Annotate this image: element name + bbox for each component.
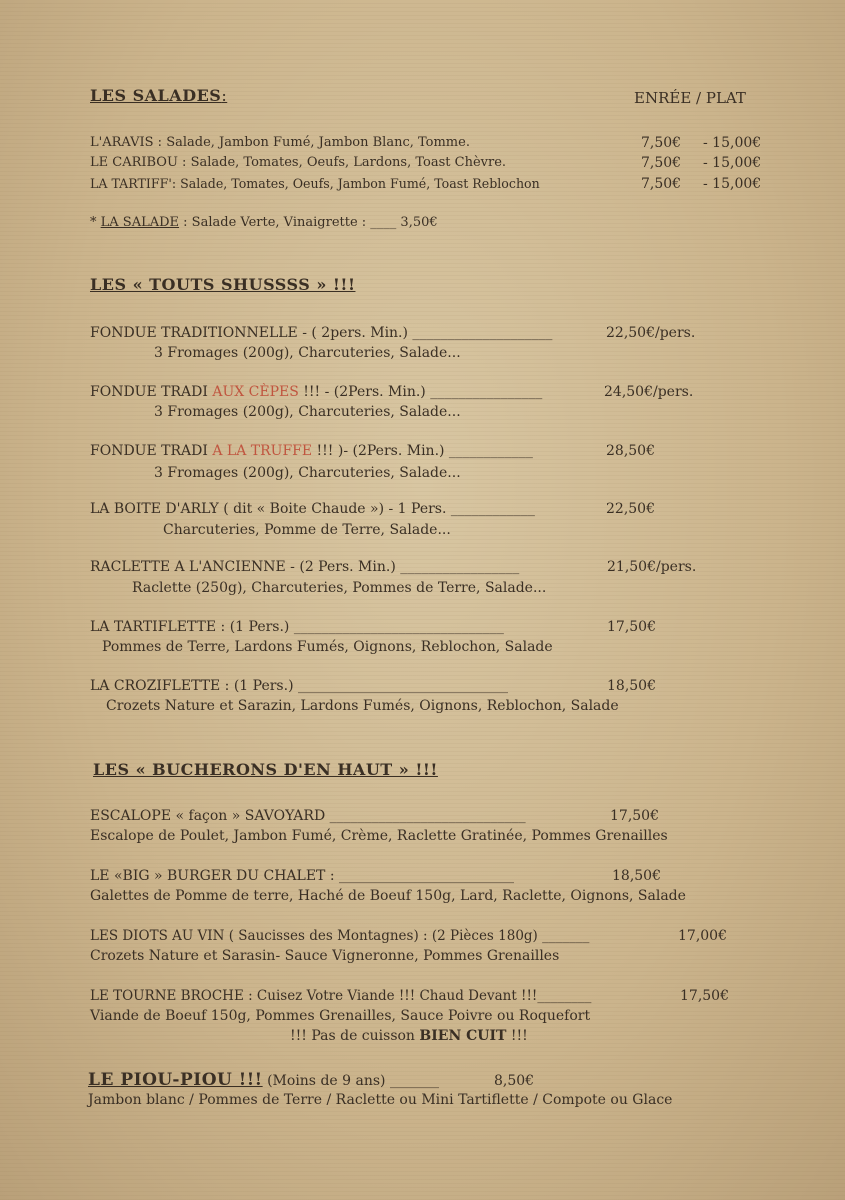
touts-item-desc: 3 Fromages (200g), Charcuteries, Salade... (154, 345, 461, 361)
salade-extra (90, 215, 438, 230)
touts-item-name-text: FONDUE TRADI (90, 443, 213, 459)
touts-item-desc: Crozets Nature et Sarazin, Lardons Fumés, Oignons, Reblochon, Salade (106, 698, 619, 714)
touts-item-name (90, 501, 535, 517)
touts-item-desc: 3 Fromages (200g), Charcuteries, Salade... (154, 465, 461, 481)
salade-item-plat-price: - 15,00€ (703, 135, 762, 151)
salade-item-label: L'ARAVIS : Salade, Jambon Fumé, Jambon Blanc, Tomme. (90, 135, 470, 150)
piou-heading (88, 1070, 439, 1090)
touts-item-price: 22,50€ (606, 501, 655, 517)
bucherons-item-desc: Galettes de Pomme de terre, Haché de Boeuf 150g, Lard, Raclette, Oignons, Salade (90, 888, 686, 904)
bucherons-item-price: 17,00€ (678, 928, 727, 944)
salade-extra-desc: : Salade Verte, Vinaigrette : ____ 3,50€ (183, 215, 438, 230)
salade-extra-name: LA SALADE (100, 215, 180, 230)
bucherons-item-price: 17,50€ (680, 988, 729, 1004)
touts-item-accent: AUX CÈPES (212, 384, 299, 400)
bucherons-item-name: LES DIOTS AU VIN ( Saucisses des Montagnes) : (2 Pièces 180g) _______ (90, 928, 590, 944)
touts-item-desc: Raclette (250g), Charcuteries, Pommes de Terre, Salade... (132, 580, 547, 596)
salade-item-plat-price: - 15,00€ (703, 176, 762, 192)
touts-item-name-text: LA BOITE D'ARLY ( dit « Boite Chaude ») - 1 Pers. ____________ (90, 501, 535, 517)
cuisson-note-after: !!! (506, 1028, 528, 1044)
touts-item-price: 24,50€/pers. (604, 384, 694, 400)
touts-item-accent: A LA TRUFFE (212, 443, 313, 459)
touts-item-desc: 3 Fromages (200g), Charcuteries, Salade... (154, 404, 461, 420)
piou-price: 8,50€ (494, 1073, 535, 1089)
touts-item-name-text: LA CROZIFLETTE : (1 Pers.) ______________________________ (90, 678, 508, 694)
touts-item-name-text: RACLETTE A L'ANCIENNE - (2 Pers. Min.) _________________ (90, 559, 520, 575)
touts-item-name (90, 325, 552, 341)
salades-title-colon: : (221, 86, 228, 105)
salade-extra-star: * (90, 215, 97, 230)
touts-item-desc: Charcuteries, Pomme de Terre, Salade... (163, 522, 451, 538)
touts-item-name-text: FONDUE TRADITIONNELLE - ( 2pers. Min.) ____________________ (90, 325, 553, 341)
touts-title: LES « TOUTS SHUSSSS » !!! (90, 275, 356, 294)
touts-item-name-after: !!! )- (2Pers. Min.) ____________ (312, 443, 533, 459)
cuisson-note (290, 1028, 528, 1044)
touts-item-name-text: FONDUE TRADI (90, 384, 213, 400)
touts-item-desc: Pommes de Terre, Lardons Fumés, Oignons, Reblochon, Salade (102, 639, 553, 655)
touts-item-price: 28,50€ (606, 443, 655, 459)
salade-item-entree-price: 7,50€ (641, 135, 682, 151)
cuisson-note-before: !!! Pas de cuisson (290, 1028, 420, 1044)
touts-item-price: 22,50€/pers. (606, 325, 696, 341)
piou-subtitle: (Moins de 9 ans) _______ (262, 1073, 439, 1089)
touts-item-name (90, 559, 519, 575)
cuisson-note-bold: BIEN CUIT (419, 1028, 507, 1044)
touts-item-name (90, 384, 542, 400)
bucherons-item-price: 17,50€ (610, 808, 659, 824)
bucherons-item-desc: Viande de Boeuf 150g, Pommes Grenailles, Sauce Poivre ou Roquefort (90, 1008, 591, 1024)
salade-item-label: LA TARTIFF': Salade, Tomates, Oeufs, Jambon Fumé, Toast Reblochon (90, 176, 540, 191)
bucherons-item-name: ESCALOPE « façon » SAVOYARD ____________________________ (90, 808, 526, 824)
bucherons-title: LES « BUCHERONS D'EN HAUT » !!! (93, 760, 438, 779)
salade-item-label: LE CARIBOU : Salade, Tomates, Oeufs, Lardons, Toast Chèvre. (90, 155, 507, 170)
bucherons-item-name: LE «BIG » BURGER DU CHALET : _________________________ (90, 868, 514, 884)
bucherons-item-price: 18,50€ (612, 868, 661, 884)
touts-item-price: 17,50€ (607, 619, 656, 635)
bucherons-item-name: LE TOURNE BROCHE : Cuisez Votre Viande !!! Chaud Devant !!!________ (90, 988, 592, 1004)
salades-column-header: ENRÉE / PLAT (634, 89, 746, 107)
piou-desc: Jambon blanc / Pommes de Terre / Raclette ou Mini Tartiflette / Compote ou Glace (88, 1092, 673, 1108)
salades-title-text: LES SALADES (90, 86, 222, 105)
piou-title: LE PIOU-PIOU !!! (88, 1070, 263, 1090)
salade-item-plat-price: - 15,00€ (703, 155, 762, 171)
touts-item-name (90, 678, 508, 694)
touts-item-price: 18,50€ (607, 678, 656, 694)
salade-item-entree-price: 7,50€ (641, 155, 682, 171)
touts-item-name (90, 619, 504, 635)
bucherons-item-desc: Escalope de Poulet, Jambon Fumé, Crème, Raclette Gratinée, Pommes Grenailles (90, 828, 668, 844)
bucherons-item-desc: Crozets Nature et Sarasin- Sauce Vigneronne, Pommes Grenailles (90, 948, 560, 964)
touts-item-name-text: LA TARTIFLETTE : (1 Pers.) ______________________________ (90, 619, 504, 635)
touts-item-price: 21,50€/pers. (607, 559, 697, 575)
touts-item-name-after: !!! - (2Pers. Min.) ________________ (298, 384, 543, 400)
salades-title (90, 86, 227, 105)
touts-item-name (90, 443, 533, 459)
salade-item-entree-price: 7,50€ (641, 176, 682, 192)
